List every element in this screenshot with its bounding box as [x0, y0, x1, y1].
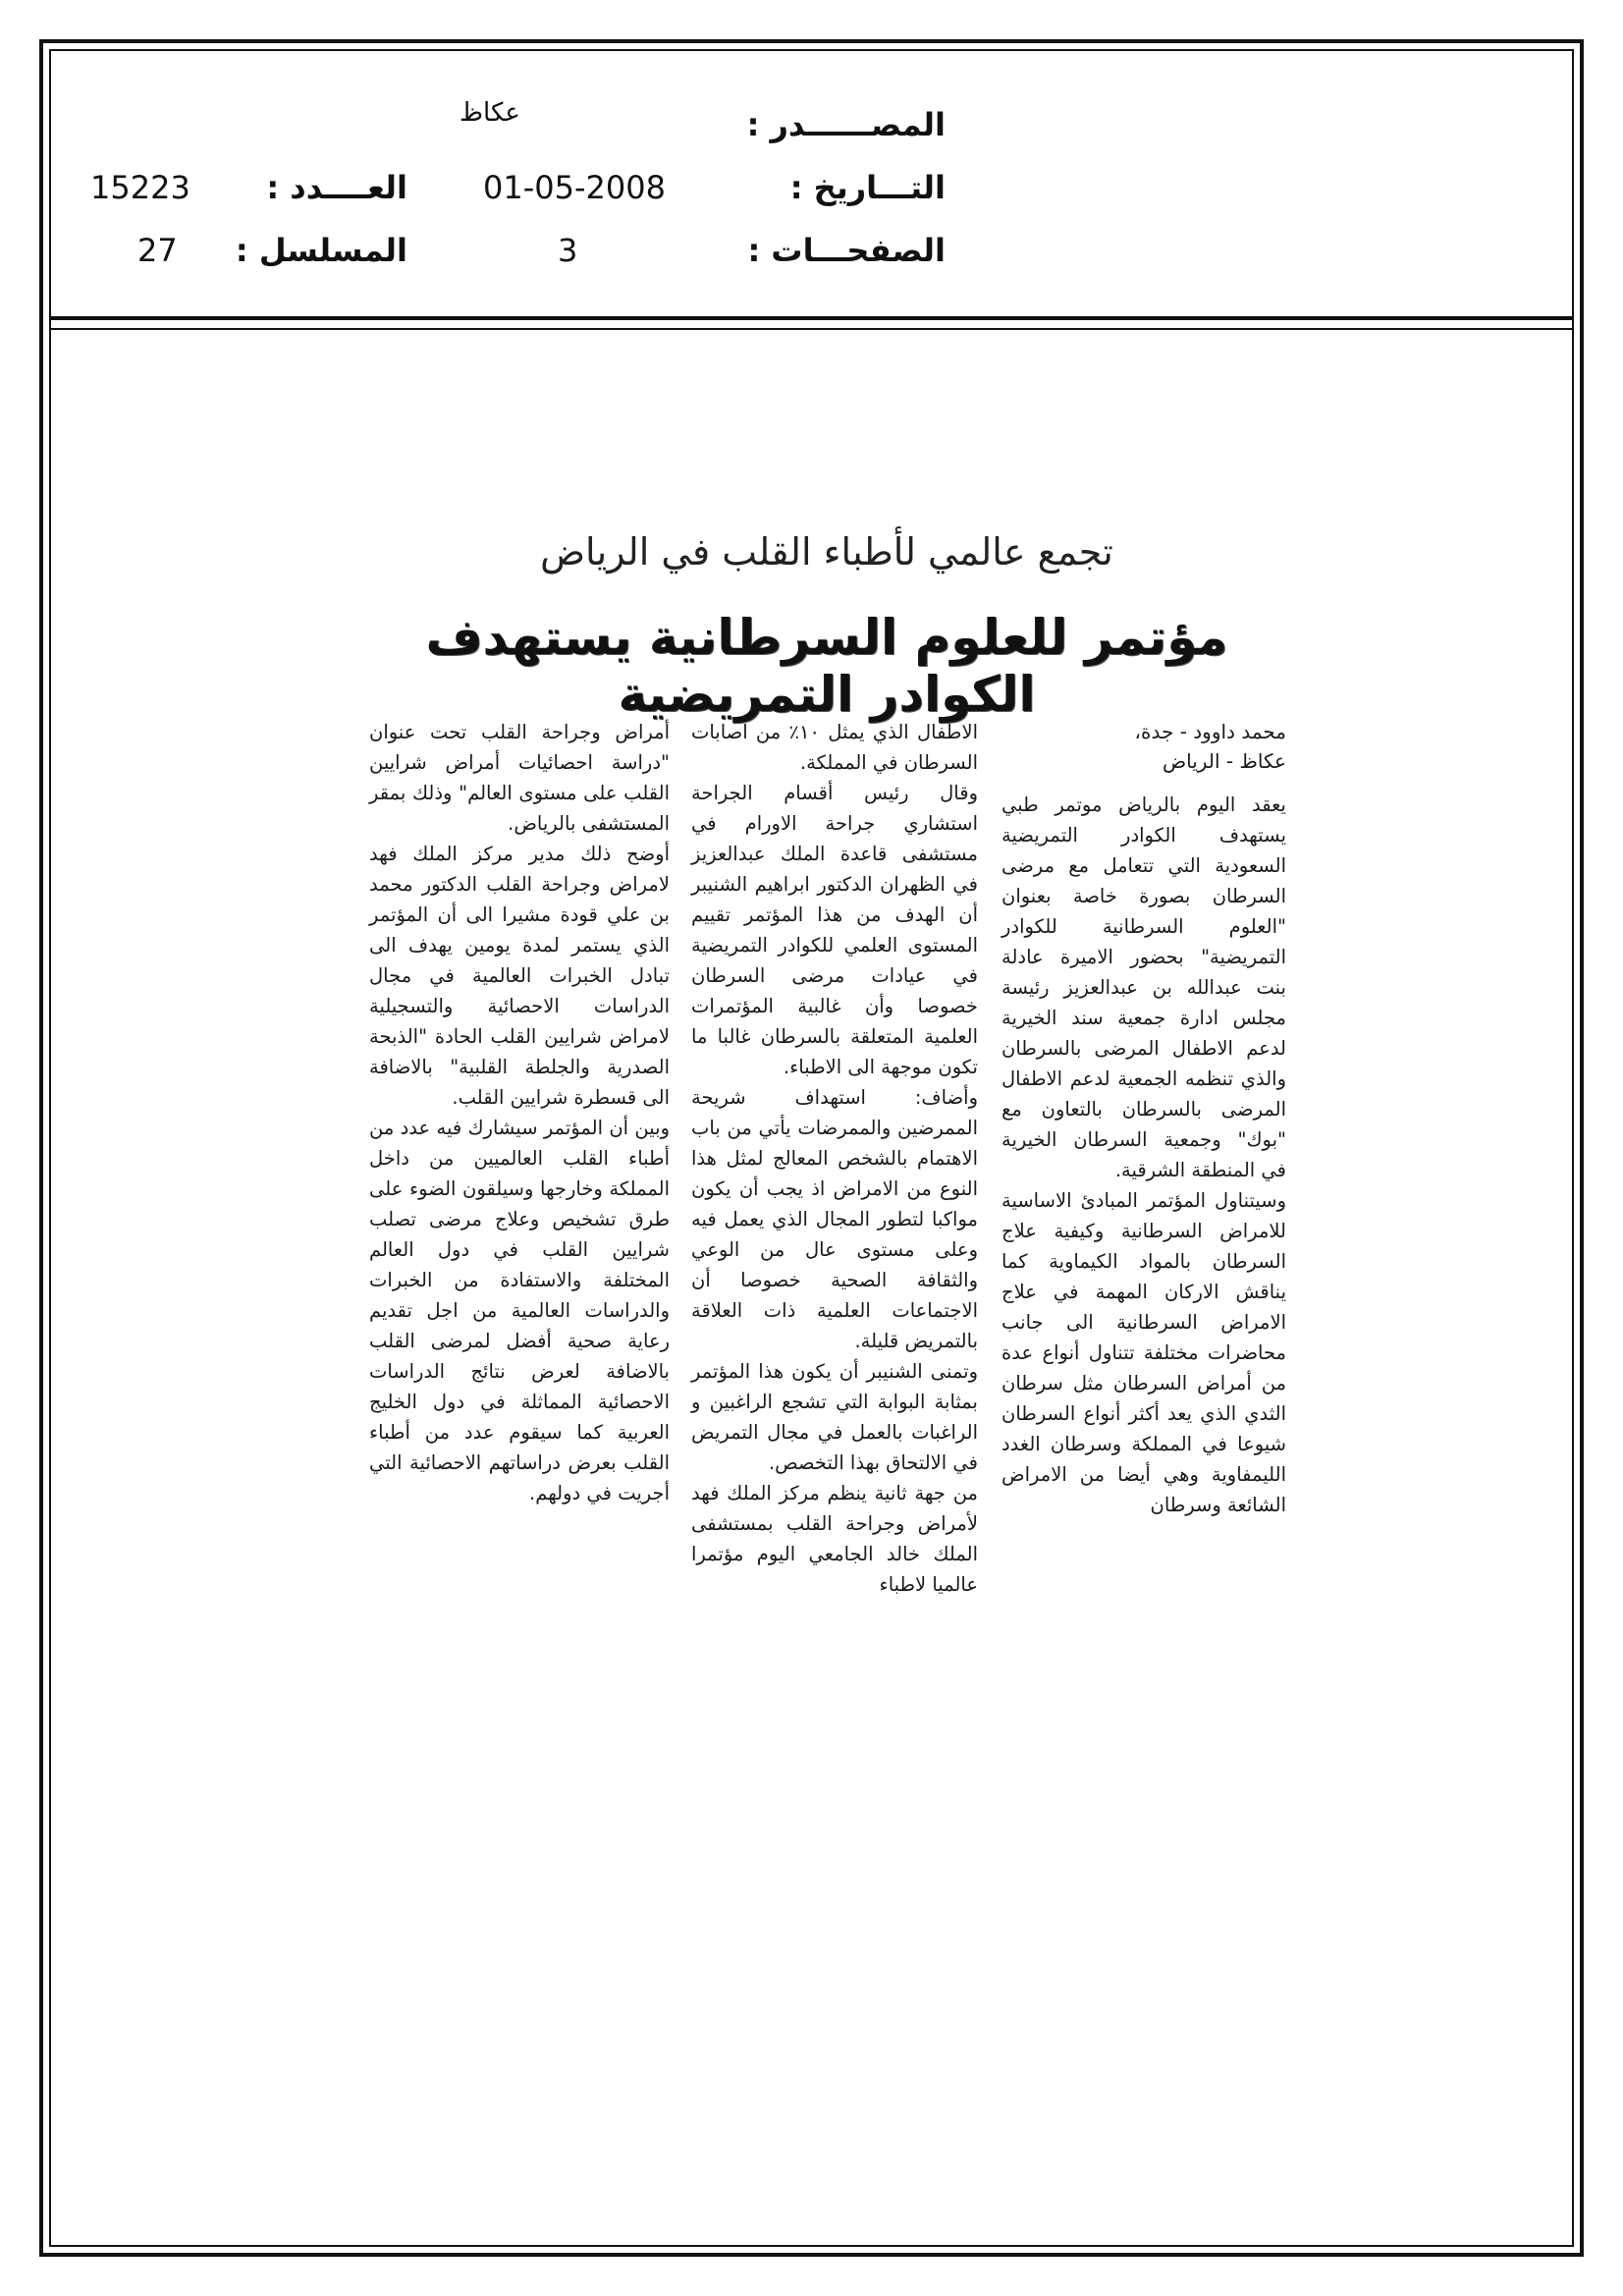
header-divider — [49, 316, 1574, 320]
article-headline: مؤتمر للعلوم السرطانية يستهدف الكوادر التمريضية — [425, 609, 1228, 723]
date-label: التـــاريخ : — [789, 169, 946, 206]
byline-author: محمد داوود - جدة، — [1134, 720, 1286, 743]
paragraph: أمراض وجراحة القلب تحت عنوان "دراسة احصائيات أمراض شرايين القلب على مستوى العالم" وذلك بمقر المستشفى بالرياض. — [369, 721, 670, 835]
paragraph: وسيتناول المؤتمر المبادئ الاساسية للامراض السرطانية وكيفية علاج السرطان بالمواد الكيماوية كما يناقش الاركان المهمة في علاج الامراض السرطانية الى جانب محاضرات مختلفة تتناول أنواع عدة من أمراض السرطان مثل سرطان الثدي الذي يعد أكثر أنواع السرطان شيوعا في المملكة وسرطان الغدد الليمفاوية وهي أيضا من الامراض الشائعة وسرطان — [1001, 1189, 1286, 1516]
serial-value: 27 — [137, 232, 178, 269]
article-byline — [1001, 717, 1286, 776]
header-divider-thin — [49, 328, 1574, 330]
byline-bureau: عكاظ - الرياض — [1162, 749, 1286, 773]
pages-label: الصفحـــات : — [747, 232, 946, 269]
article-column-2 — [691, 717, 978, 1600]
issue-label: العــــدد : — [266, 169, 407, 206]
paragraph: يعقد اليوم بالرياض موتمر طبي يستهدف الكوادر التمريضية السعودية التي تتعامل مع مرضى السرطان بصورة خاصة بعنوان "العلوم السرطانية للكوادر التمريضية" بحضور الاميرة عادلة بنت عبدالله بن عبدالعزيز رئيسة مجلس ادارة جمعية سند الخيرية لدعم الاطفال المرضى بالسرطان والذي تنظمه الجمعية لدعم الاطفال المرضى بالسرطان بالتعاون مع "بوك" وجمعية السرطان الخيرية في المنطقة الشرقية. — [1001, 793, 1286, 1181]
paragraph: وقال رئيس أقسام الجراحة استشاري جراحة الاورام في مستشفى قاعدة الملك عبدالعزيز في الظهران الدكتور ابراهيم الشنيبر أن الهدف من هذا المؤتمر تقييم المستوى العلمي للكوادر التمريضية في عيادات مرضى السرطان خصوصا وأن غالبية المؤتمرات العلمية المتعلقة بالسرطان غالبا ما تكون موجهة الى الاطباء. — [691, 782, 978, 1078]
pages-value: 3 — [558, 232, 578, 269]
article-column-1 — [1001, 717, 1286, 1520]
newspaper-clipping — [365, 511, 1288, 1905]
paragraph: أوضح ذلك مدير مركز الملك فهد لامراض وجراحة القلب الدكتور محمد بن علي قودة مشيرا الى أن المؤتمر الذي يستمر لمدة يومين يهدف الى تبادل الخبرات العالمية في مجال الدراسات الاحصائية والتسجيلية لامراض شرايين القلب الحادة "الذبحة الصدرية والجلطة القلبية" بالاضافة الى قسطرة شرايين القلب. — [369, 843, 670, 1109]
serial-label: المسلسل : — [235, 232, 407, 269]
article-column-3 — [369, 717, 670, 1508]
date-value: 01-05-2008 — [483, 169, 666, 206]
paragraph: وأضاف: استهداف شريحة الممرضين والممرضات يأتي من باب الاهتمام بالشخص المعالج لمثل هذا النوع من الامراض اذ يجب أن يكون مواكبا لتطور المجال الذي يعمل فيه وعلى مستوى عال من الوعي والثقافة الصحية خصوصا أن الاجتماعات العلمية ذات العلاقة بالتمريض قليلة. — [691, 1086, 978, 1352]
source-label: المصــــــدر : — [746, 106, 946, 143]
paragraph: من جهة ثانية ينظم مركز الملك فهد لأمراض وجراحة القلب بمستشفى الملك خالد الجامعي اليوم مؤتمرا عالميا لاطباء — [691, 1482, 978, 1596]
paragraph: وتمنى الشنيبر أن يكون هذا المؤتمر بمثابة البوابة التي تشجع الراغبين و الراغبات بالعمل في مجال التمريض في الالتحاق بهذا التخصص. — [691, 1360, 978, 1474]
article-subtitle: تجمع عالمي لأطباء القلب في الرياض — [540, 530, 1113, 574]
paragraph: الاطفال الذي يمثل ١٠٪ من اصابات السرطان في المملكة. — [691, 721, 978, 774]
issue-value: 15223 — [90, 169, 190, 206]
source-value: عكاظ — [460, 98, 520, 128]
paragraph: وبين أن المؤتمر سيشارك فيه عدد من أطباء القلب العالميين من داخل المملكة وخارجها وسيلقون الضوء على طرق تشخيص وعلاج مرضى تصلب شرايين القلب في دول العالم المختلفة والاستفادة من الخبرات والدراسات العالمية من اجل تقديم رعاية صحية أفضل لمرضى القلب بالاضافة لعرض نتائج الدراسات الاحصائية المماثلة في دول الخليج العربية كما سيقوم عدد من أطباء القلب بعرض دراساتهم الاحصائية التي أجريت في دولهم. — [369, 1117, 670, 1504]
